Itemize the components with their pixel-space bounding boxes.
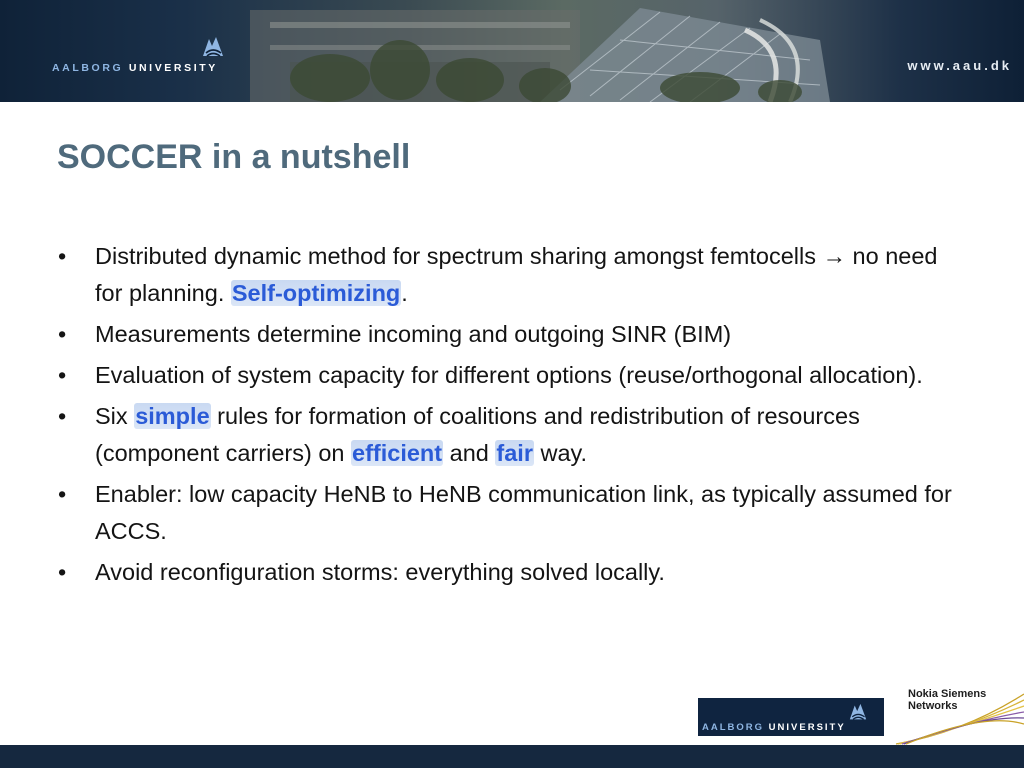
bullet-item: • Enabler: low capacity HeNB to HeNB communication link, as typically assumed for ACCS. <box>56 476 966 550</box>
bullet-icon: • <box>58 243 67 269</box>
website-url[interactable]: www.aau.dk <box>907 58 1012 73</box>
bullet-item: • Measurements determine incoming and outgoing SINR (BIM) <box>56 316 966 353</box>
arrow-icon: → <box>822 243 847 269</box>
bullet-item: • Evaluation of system capacity for different options (reuse/orthogonal allocation). <box>56 357 966 394</box>
highlight-term: efficient <box>352 440 443 466</box>
bullet-icon: • <box>58 481 67 507</box>
aau-logo <box>52 36 242 76</box>
highlight-term: Self-optimizing <box>231 280 401 306</box>
header-banner <box>0 0 1024 102</box>
footer-university-name: AALBORG UNIVERSITY <box>702 722 846 733</box>
bullet-list <box>56 238 966 595</box>
footer-aau-logo <box>698 698 884 736</box>
footer-bar <box>0 745 1024 768</box>
bullet-icon: • <box>58 321 67 347</box>
bullet-item: • Six simple rules for formation of coalitions and redistribution of resources (component carriers) on efficient and fair way. <box>56 398 966 472</box>
highlight-term: fair <box>496 440 533 466</box>
nsn-wordmark: Nokia Siemens Networks <box>908 688 987 712</box>
bullet-item: • Distributed dynamic method for spectrum sharing amongst femtocells → no need for planning. Self-optimizing. <box>56 238 966 312</box>
aau-seal-icon <box>846 703 870 721</box>
bullet-icon: • <box>58 403 67 429</box>
university-name: AALBORG UNIVERSITY <box>52 62 218 74</box>
bullet-icon: • <box>58 362 67 388</box>
highlight-term: simple <box>135 403 210 429</box>
aau-seal-icon <box>200 36 226 58</box>
slide-title: SOCCER in a nutshell <box>57 138 411 176</box>
bullet-icon: • <box>58 559 67 585</box>
nokia-siemens-logo <box>894 688 1024 746</box>
bullet-item: • Avoid reconfiguration storms: everything solved locally. <box>56 554 966 591</box>
